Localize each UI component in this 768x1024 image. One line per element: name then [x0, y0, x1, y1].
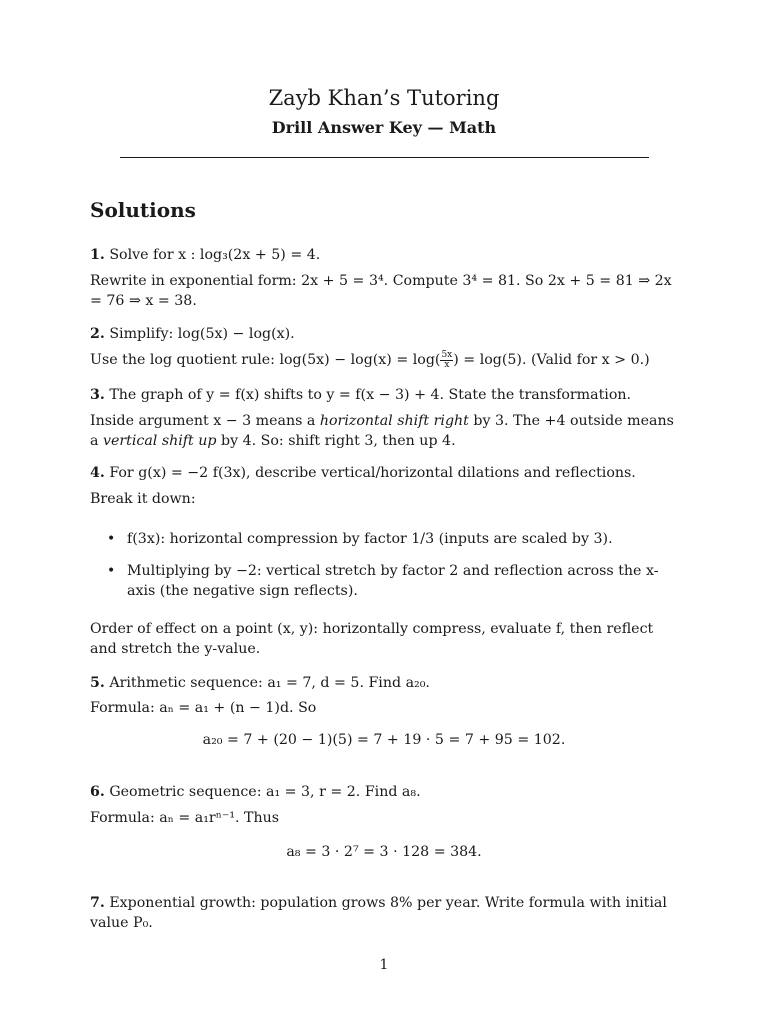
problem-number: 6. [90, 784, 105, 800]
problem-1-answer: Rewrite in exponential form: 2x + 5 = 3⁴. Compute 3⁴ = 81. So 2x + 5 = 81 ⇒ 2x = 76 ⇒ x = 38. [90, 273, 672, 309]
answer-text: Use the log quotient rule: log(5x) − log(x) = log( [90, 352, 441, 368]
problem-number: 2. [90, 326, 105, 342]
problem-2-answer [90, 350, 680, 370]
page-number: 1 [379, 957, 389, 973]
bullet-item: f(3x): horizontal compression by factor 1/3 (inputs are scaled by 3). [127, 531, 613, 547]
bullet-marker: • [107, 531, 116, 547]
problem-text: The graph of y = f(x) shifts to y = f(x − 3) + 4. State the transformation. [104, 387, 632, 403]
problem-5-prompt [90, 673, 680, 693]
problem-5-display-equation: a₂₀ = 7 + (20 − 1)(5) = 7 + 19 · 5 = 7 + 95 = 102. [202, 732, 566, 748]
problem-number: 3. [90, 387, 105, 403]
emphasis-text: vertical shift up [102, 433, 217, 449]
answer-text: by 4. So: shift right 3, then up 4. [216, 433, 456, 449]
fraction-numerator: 5x [441, 349, 453, 360]
problem-6-formula: Formula: aₙ = a₁rⁿ⁻¹. Thus [90, 810, 280, 826]
problem-number: 5. [90, 675, 105, 691]
emphasis-text: horizontal shift right [319, 413, 469, 429]
document-subtitle: Drill Answer Key — Math [271, 118, 497, 137]
fraction-denominator: x [444, 359, 450, 370]
answer-text: Inside argument x − 3 means a [90, 413, 320, 429]
problem-4-lead: Break it down: [90, 491, 196, 507]
problem-text: Arithmetic sequence: a₁ = 7, d = 5. Find a₂₀. [104, 675, 430, 691]
problem-6-prompt [90, 782, 680, 802]
section-heading: Solutions [90, 198, 196, 222]
problem-number: 4. [90, 465, 105, 481]
problem-number: 7. [90, 895, 105, 911]
problem-4-after: Order of effect on a point (x, y): horizontally compress, evaluate f, then reflect and stretch the y-value. [90, 621, 654, 657]
problem-text: Simplify: log(5x) − log(x). [104, 326, 295, 342]
problem-6-display-equation: a₈ = 3 · 2⁷ = 3 · 128 = 384. [286, 844, 482, 860]
title-divider [120, 157, 649, 158]
answer-text: by 3. The +4 outside means a [90, 413, 674, 449]
problem-text: Solve for x : log₃(2x + 5) = 4. [104, 247, 321, 263]
problem-2-prompt [90, 324, 680, 344]
fraction [440, 351, 453, 370]
problem-3-prompt [90, 385, 680, 405]
problem-text: Exponential growth: population grows 8% per year. Write formula with initial value P₀. [90, 895, 667, 931]
problem-number: 1. [90, 247, 105, 263]
problem-4-prompt [90, 463, 680, 483]
document-title: Zayb Khan’s Tutoring [268, 86, 500, 110]
answer-text: ) = log(5). (Valid for x > 0.) [453, 352, 650, 368]
bullet-marker: • [107, 563, 116, 579]
problem-text: Geometric sequence: a₁ = 3, r = 2. Find a₈. [104, 784, 421, 800]
bullet-item: Multiplying by −2: vertical stretch by factor 2 and reflection across the x-axis (the negative sign reflects). [127, 563, 659, 599]
problem-text: For g(x) = −2 f(3x), describe vertical/horizontal dilations and reflections. [104, 465, 636, 481]
problem-5-formula: Formula: aₙ = a₁ + (n − 1)d. So [90, 700, 317, 716]
problem-7-prompt [90, 893, 680, 933]
problem-1-prompt [90, 245, 680, 265]
problem-3-answer [90, 411, 680, 451]
